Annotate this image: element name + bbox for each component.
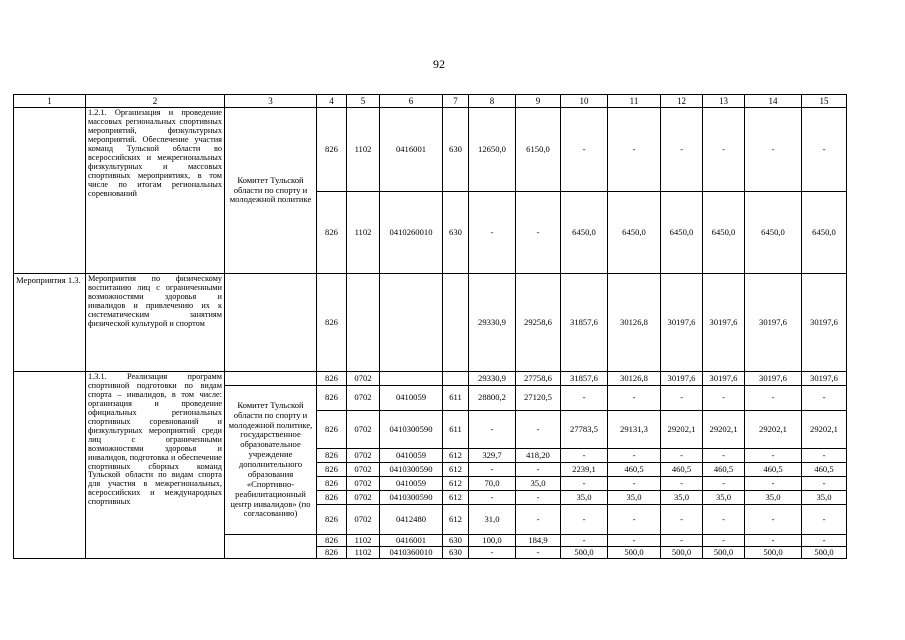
value-cell: - xyxy=(608,108,661,192)
value-cell: 826 xyxy=(317,108,347,192)
value-cell: 612 xyxy=(443,449,469,463)
column-header: 9 xyxy=(516,95,561,108)
value-cell: 35,0 xyxy=(516,477,561,491)
value-cell: - xyxy=(608,386,661,411)
value-cell: - xyxy=(561,108,608,192)
value-cell: - xyxy=(469,192,516,274)
empty-executor-cell xyxy=(225,372,317,386)
value-cell: 184,9 xyxy=(516,535,561,547)
value-cell xyxy=(380,274,443,372)
value-cell: 0416001 xyxy=(380,535,443,547)
value-cell: - xyxy=(745,449,802,463)
value-cell: 1102 xyxy=(347,535,380,547)
value-cell: - xyxy=(661,386,703,411)
column-header: 13 xyxy=(703,95,745,108)
value-cell: - xyxy=(469,491,516,505)
column-header: 6 xyxy=(380,95,443,108)
value-cell: 500,0 xyxy=(608,547,661,559)
value-cell: 28800,2 xyxy=(469,386,516,411)
executor-cell: Комитет Тульской области по спорту и молодежной политике xyxy=(225,108,317,274)
value-cell: 35,0 xyxy=(608,491,661,505)
value-cell: 826 xyxy=(317,192,347,274)
value-cell: - xyxy=(661,477,703,491)
value-cell: - xyxy=(561,477,608,491)
value-cell: - xyxy=(469,547,516,559)
value-cell: 6450,0 xyxy=(661,192,703,274)
value-cell: 27758,6 xyxy=(516,372,561,386)
value-cell: - xyxy=(561,386,608,411)
value-cell: 0702 xyxy=(347,505,380,535)
value-cell: 29202,1 xyxy=(661,411,703,449)
value-cell: 0410260010 xyxy=(380,192,443,274)
value-cell: - xyxy=(516,547,561,559)
value-cell: - xyxy=(469,463,516,477)
value-cell: 630 xyxy=(443,547,469,559)
executor-cell xyxy=(225,274,317,372)
empty-executor-cell xyxy=(225,535,317,559)
value-cell: 460,5 xyxy=(745,463,802,477)
value-cell: 0702 xyxy=(347,449,380,463)
value-cell: 30197,6 xyxy=(703,372,745,386)
value-cell: - xyxy=(745,108,802,192)
value-cell: 418,20 xyxy=(516,449,561,463)
value-cell: 30197,6 xyxy=(661,274,703,372)
value-cell: 29202,1 xyxy=(745,411,802,449)
value-cell: 460,5 xyxy=(703,463,745,477)
column-header: 3 xyxy=(225,95,317,108)
column-header: 10 xyxy=(561,95,608,108)
value-cell: 0410059 xyxy=(380,449,443,463)
value-cell: 35,0 xyxy=(703,491,745,505)
value-cell xyxy=(443,274,469,372)
value-cell: - xyxy=(516,491,561,505)
value-cell: 1102 xyxy=(347,192,380,274)
value-cell: 30197,6 xyxy=(745,372,802,386)
value-cell: 826 xyxy=(317,386,347,411)
value-cell: - xyxy=(703,535,745,547)
value-cell: 0410360010 xyxy=(380,547,443,559)
value-cell: 500,0 xyxy=(661,547,703,559)
value-cell xyxy=(380,372,443,386)
empty-label-cell xyxy=(14,372,86,559)
value-cell: 30197,6 xyxy=(745,274,802,372)
value-cell: - xyxy=(516,505,561,535)
value-cell: 31857,6 xyxy=(561,274,608,372)
value-cell: 0702 xyxy=(347,463,380,477)
activity-description: Мероприятия по физическому воспитанию лиц с ограниченными возможностями здоровья и инвалидов и привлечению их к систематическим занятиям физической культурой и спортом xyxy=(86,274,225,372)
value-cell: - xyxy=(745,477,802,491)
value-cell: - xyxy=(745,386,802,411)
value-cell: 0702 xyxy=(347,477,380,491)
value-cell: 630 xyxy=(443,192,469,274)
table-row xyxy=(14,372,847,386)
value-cell: - xyxy=(802,505,847,535)
table-row xyxy=(14,108,847,192)
value-cell: - xyxy=(561,505,608,535)
budget-table xyxy=(13,94,847,559)
column-header: 1 xyxy=(14,95,86,108)
value-cell: 12650,0 xyxy=(469,108,516,192)
empty-label-cell xyxy=(14,108,86,274)
value-cell: 826 xyxy=(317,547,347,559)
value-cell: 500,0 xyxy=(703,547,745,559)
value-cell: 30126,8 xyxy=(608,274,661,372)
value-cell: 0410300590 xyxy=(380,463,443,477)
value-cell: - xyxy=(516,411,561,449)
page-number: 92 xyxy=(433,57,445,71)
value-cell: 0702 xyxy=(347,372,380,386)
column-header: 15 xyxy=(802,95,847,108)
value-cell: 31857,6 xyxy=(561,372,608,386)
value-cell: 6450,0 xyxy=(745,192,802,274)
value-cell: 31,0 xyxy=(469,505,516,535)
value-cell: - xyxy=(516,463,561,477)
value-cell: 611 xyxy=(443,411,469,449)
value-cell: - xyxy=(802,535,847,547)
value-cell: 0412480 xyxy=(380,505,443,535)
value-cell: 29330,9 xyxy=(469,274,516,372)
value-cell: 1102 xyxy=(347,108,380,192)
value-cell: - xyxy=(703,477,745,491)
value-cell: 29202,1 xyxy=(802,411,847,449)
value-cell: 460,5 xyxy=(802,463,847,477)
value-cell: - xyxy=(608,535,661,547)
value-cell: 0702 xyxy=(347,411,380,449)
value-cell: 612 xyxy=(443,463,469,477)
value-cell: 29258,6 xyxy=(516,274,561,372)
value-cell: 0702 xyxy=(347,386,380,411)
value-cell: 6450,0 xyxy=(608,192,661,274)
value-cell: 35,0 xyxy=(745,491,802,505)
value-cell: 30197,6 xyxy=(802,274,847,372)
value-cell: 826 xyxy=(317,505,347,535)
column-header: 5 xyxy=(347,95,380,108)
column-header: 11 xyxy=(608,95,661,108)
value-cell: 0702 xyxy=(347,491,380,505)
value-cell: 29131,3 xyxy=(608,411,661,449)
value-cell: - xyxy=(561,449,608,463)
value-cell xyxy=(443,372,469,386)
value-cell: 500,0 xyxy=(745,547,802,559)
value-cell: 630 xyxy=(443,108,469,192)
value-cell: - xyxy=(745,535,802,547)
column-header: 4 xyxy=(317,95,347,108)
value-cell: 500,0 xyxy=(802,547,847,559)
table-row xyxy=(14,274,847,372)
value-cell: - xyxy=(802,386,847,411)
value-cell: - xyxy=(703,449,745,463)
value-cell: 2239,1 xyxy=(561,463,608,477)
value-cell: - xyxy=(802,449,847,463)
column-header: 14 xyxy=(745,95,802,108)
value-cell: - xyxy=(516,192,561,274)
value-cell: 27783,5 xyxy=(561,411,608,449)
value-cell: 35,0 xyxy=(661,491,703,505)
value-cell: 826 xyxy=(317,463,347,477)
value-cell: 6450,0 xyxy=(802,192,847,274)
value-cell: 826 xyxy=(317,372,347,386)
value-cell: 612 xyxy=(443,477,469,491)
column-header: 8 xyxy=(469,95,516,108)
value-cell: 29330,9 xyxy=(469,372,516,386)
value-cell: 35,0 xyxy=(802,491,847,505)
value-cell: 826 xyxy=(317,491,347,505)
value-cell: 30126,8 xyxy=(608,372,661,386)
value-cell: - xyxy=(802,108,847,192)
value-cell: - xyxy=(661,449,703,463)
value-cell: 826 xyxy=(317,274,347,372)
header-row xyxy=(14,95,847,108)
value-cell: 0410300590 xyxy=(380,491,443,505)
value-cell: - xyxy=(661,505,703,535)
value-cell: - xyxy=(661,108,703,192)
value-cell: - xyxy=(745,505,802,535)
value-cell: 6450,0 xyxy=(561,192,608,274)
value-cell: - xyxy=(608,477,661,491)
value-cell: 0410059 xyxy=(380,386,443,411)
value-cell: 329,7 xyxy=(469,449,516,463)
value-cell: 35,0 xyxy=(561,491,608,505)
value-cell: 0410300590 xyxy=(380,411,443,449)
value-cell: 0410059 xyxy=(380,477,443,491)
value-cell: - xyxy=(661,535,703,547)
value-cell: - xyxy=(608,449,661,463)
executor-cell: Комитет Тульской области по спорту и молодежной политике, государственное образовательное учреждение дополнительного образования «Спортивно-реабилитационный центр инвалидов» (по согласованию) xyxy=(225,386,317,535)
value-cell: - xyxy=(608,505,661,535)
value-cell: - xyxy=(703,386,745,411)
value-cell: 30197,6 xyxy=(802,372,847,386)
value-cell: 460,5 xyxy=(608,463,661,477)
value-cell: - xyxy=(469,411,516,449)
value-cell: 6450,0 xyxy=(703,192,745,274)
section-label: Мероприятия 1.3. xyxy=(14,274,86,372)
value-cell: 27120,5 xyxy=(516,386,561,411)
column-header: 7 xyxy=(443,95,469,108)
value-cell: 826 xyxy=(317,477,347,491)
value-cell: 0416001 xyxy=(380,108,443,192)
value-cell: 612 xyxy=(443,505,469,535)
value-cell: - xyxy=(561,535,608,547)
value-cell: 100,0 xyxy=(469,535,516,547)
value-cell: 30197,6 xyxy=(703,274,745,372)
value-cell: - xyxy=(703,505,745,535)
column-header: 12 xyxy=(661,95,703,108)
value-cell: 460,5 xyxy=(661,463,703,477)
value-cell: 611 xyxy=(443,386,469,411)
value-cell: 500,0 xyxy=(561,547,608,559)
value-cell: 1102 xyxy=(347,547,380,559)
value-cell: 29202,1 xyxy=(703,411,745,449)
value-cell: 826 xyxy=(317,411,347,449)
activity-description: 1.3.1. Реализация программ спортивной подготовки по видам спорта – инвалидов, в том числе: организация и проведение официальных региональных спортивных соревнований и физкультурных мероприятий среди лиц с ограниченными возможностями здоровья и инвалидов, подготовка и обеспечение спортивных сборных команд Тульской области по видам спорта для участия в межрегиональных, всероссийских и международных спортивных xyxy=(86,372,225,559)
activity-description: 1.2.1. Организация и проведение массовых региональных спортивных мероприятий, физкультурных мероприятий. Обеспечение участия команд Тульской области во всероссийских и межрегиональных физкультурных и массовых спортивных мероприятиях, в том числе по итогам региональных соревнований xyxy=(86,108,225,274)
value-cell: 6150,0 xyxy=(516,108,561,192)
value-cell xyxy=(347,274,380,372)
value-cell: - xyxy=(703,108,745,192)
value-cell: 70,0 xyxy=(469,477,516,491)
value-cell: 30197,6 xyxy=(661,372,703,386)
value-cell: - xyxy=(802,477,847,491)
value-cell: 826 xyxy=(317,535,347,547)
value-cell: 630 xyxy=(443,535,469,547)
value-cell: 826 xyxy=(317,449,347,463)
column-header: 2 xyxy=(86,95,225,108)
value-cell: 612 xyxy=(443,491,469,505)
